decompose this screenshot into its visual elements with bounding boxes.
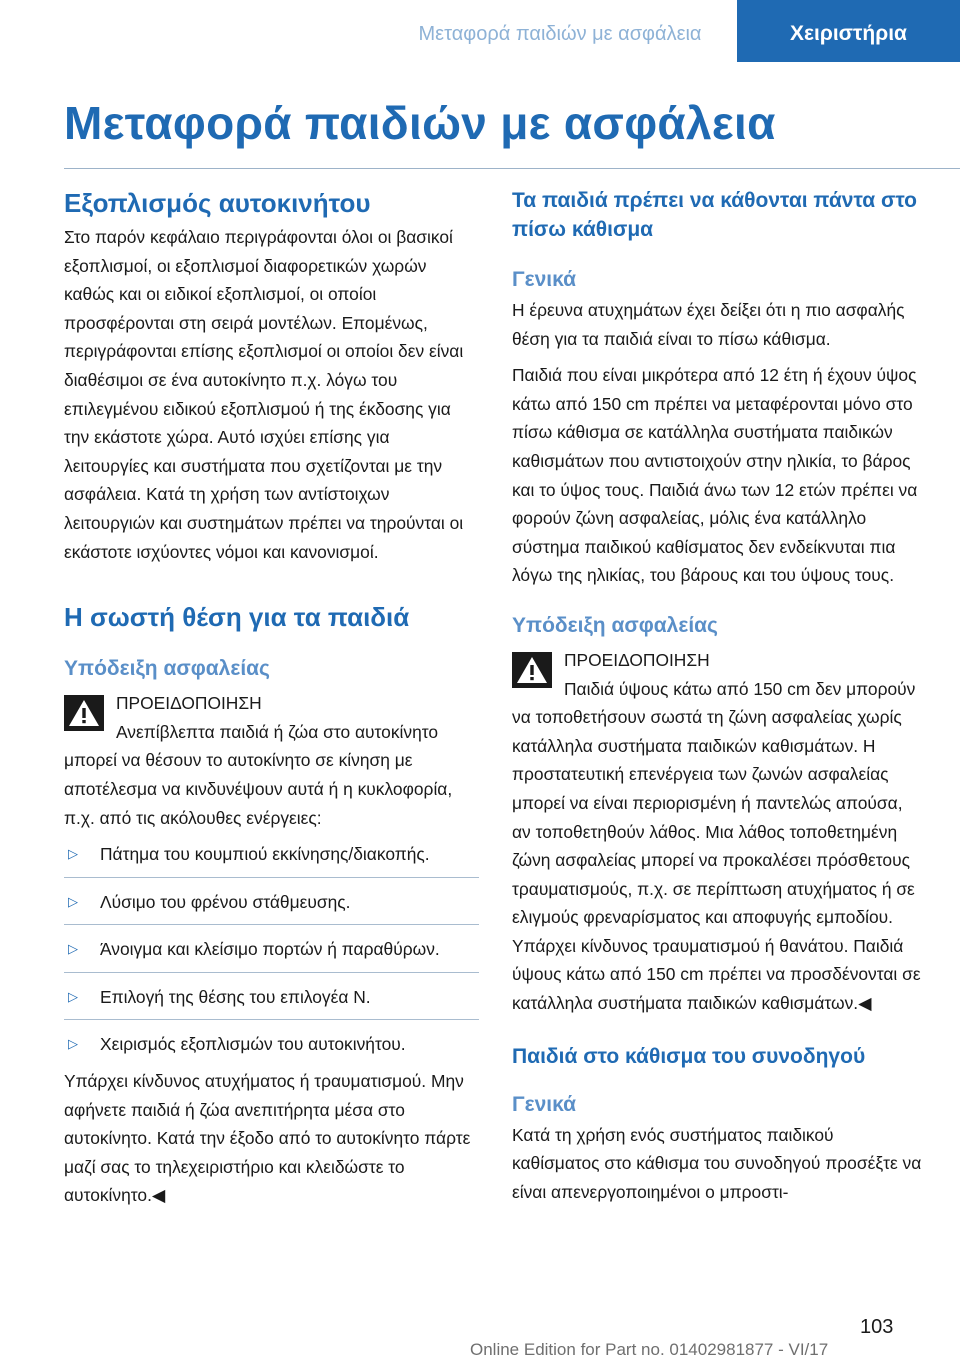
list-separator — [64, 877, 479, 878]
left-column — [64, 184, 479, 1210]
heading-passenger-seat: Παιδιά στο κάθισμα του συνοδηγού — [512, 1044, 866, 1068]
tab-active-section[interactable]: Χειριστήρια — [737, 0, 960, 62]
warning-label-right: ΠΡΟΕΙΔΟΠΟΙΗΣΗ — [564, 649, 710, 670]
passenger-text: Κατά τη χρήση ενός συστήματος παιδικού καθίσματος στο κάθισμα του συνοδηγού προσέξτε να είναι απενεργοποιημένοι ο μπροστι- — [512, 1124, 922, 1202]
general-paragraph-2: Παιδιά που είναι μικρότερα από 12 έτη ή έχουν ύψος κάτω από 150 cm πρέπει να μεταφέρονται μόνο στο πίσω κάθισμα σε κατάλληλα συστήματα παιδικών καθισμάτων που αντιστοιχούν στην ηλικία, το βάρος και το ύψος τους. Παιδιά άνω των 12 ετών πρέπει να φορούν ζώνη ασφαλείας, μόλις ένα κατάλληλο σύστημα παιδικού καθίσματος δεν ενδείκνυται πια λόγω της ηλικίας, του βάρους και του ύψους τους. — [512, 365, 918, 586]
breadcrumb[interactable]: Μεταφορά παιδιών με ασφάλεια — [418, 23, 702, 45]
general-paragraph-1: Η έρευνα ατυχημάτων έχει δείξει ότι η πιο ασφαλής θέση για τα παιδιά είναι το πίσω κάθισμα. — [512, 300, 905, 349]
heading-equipment: Εξοπλισμός αυτοκινήτου — [64, 188, 371, 218]
heading-correct-position: Η σωστή θέση για τα παιδιά — [64, 602, 410, 633]
edition-footer: Online Edition for Part no. 01402981877 - VI/17 — [470, 1340, 829, 1359]
warning-triangle-icon — [64, 695, 104, 731]
warning-label: ΠΡΟΕΙΔΟΠΟΙΗΣΗ — [116, 693, 262, 714]
page-number: 103 — [860, 1316, 894, 1338]
heading-general-2: Γενικά — [512, 1092, 577, 1116]
warning-text: Ανεπίβλεπτα παιδιά ή ζώα στο αυτοκίνητο μπορεί να θέσουν το αυτοκίνητο σε κίνηση με αποτέλεσμα να κινδυνέψουν αυτά ή η κυκλοφορία, π.χ. από τις ακόλουθες ενέργειες: — [64, 721, 453, 828]
heading-general: Γενικά — [512, 268, 577, 291]
warning-triangle-icon — [512, 652, 552, 688]
title-divider — [64, 168, 960, 169]
list-separator — [64, 924, 479, 925]
list-item: ▷ Πάτημα του κουμπιού εκκίνησης/διακοπής. — [64, 840, 479, 869]
warning-conclusion: Υπάρχει κίνδυνος ατυχήματος ή τραυματισμού. Μην αφήνετε παιδιά ή ζώα ανεπιτήρητα μέσα στο αυτοκίνητο. Κατά την έξοδο από το αυτοκίνητο πάρτε μαζί σας το τηλεχειριστήριο και κλειδώστε το αυτοκίνητο.◀ — [64, 1071, 471, 1206]
triangle-bullet-icon: ▷ — [68, 941, 78, 957]
list-item: ▷ Άνοιγμα και κλείσιμο πορτών ή παραθύρων. — [64, 935, 479, 964]
list-separator — [64, 972, 479, 973]
list-item: ▷ Λύσιμο του φρένου στάθμευσης. — [64, 888, 479, 917]
triangle-bullet-icon: ▷ — [68, 988, 78, 1004]
triangle-bullet-icon: ▷ — [68, 1036, 78, 1052]
warning-block-right — [512, 646, 924, 1018]
warning-block — [64, 689, 479, 832]
equipment-text: Στο παρόν κεφάλαιο περιγράφονται όλοι οι βασικοί εξοπλισμοί, οι εξοπλισμοί διαφορετικών χωρών καθώς και οι ειδικοί εξοπλισμοί, οι οποίοι προσφέρονται στη σειρά μοντέλων. Επομένως, περιγράφονται επίσης εξοπλισμοί οι οποίοι δεν είναι διαθέσιμοι σε ένα αυτοκίνητο π.χ. λόγω του επιλεγμένου ειδικού εξοπλισμού ή της έκδοσης για την εκάστοτε χώρα. Αυτό ισχύει επίσης για λειτουργίες και συστήματα που σχετίζονται με την ασφάλεια. Κατά τη χρήση των αντίστοιχων λειτουργιών και συστημάτων πρέπει να τηρούνται οι εκάστοτε ισχύοντες νόμοι και κανονισμοί. — [64, 227, 464, 562]
heading-safety-note-right: Υπόδειξη ασφαλείας — [512, 613, 718, 637]
triangle-bullet-icon: ▷ — [68, 846, 78, 862]
warning-text-right: Παιδιά ύψους κάτω από 150 cm δεν μπορούν να τοποθετήσουν σωστά τη ζώνη ασφαλείας χωρίς κατάλληλα συστήματα παιδικών καθισμάτων. Η προστατευτική επενέργεια των ζωνών ασφαλείας μπορεί να είναι περιορισμένη ή παντελώς απούσα, αν τοποθετηθούν λάθος. Μια λάθος τοποθετημένη ζώνη ασφαλείας μπορεί να προκαλέσει πρόσθετους τραυματισμούς, π.χ. σε περίπτωση ατυχήματος ή σε ελιγμούς φρεναρίσματος και αποφυγής εμποδίου. Υπάρχει κίνδυνος τραυματισμού ή θανάτου. Παιδιά ύψους κάτω από 150 cm πρέπει να προσδένονται σε κατάλληλα συστήματα παιδικών καθισμάτων.◀ — [512, 678, 921, 1014]
list-item: ▷ Επιλογή της θέσης του επιλογέα N. — [64, 983, 479, 1012]
page-header — [0, 0, 960, 62]
heading-rear-seat: Τα παιδιά πρέπει να κάθονται πάντα στο πίσω κάθισμα — [512, 189, 917, 241]
right-column — [512, 184, 924, 1206]
page-title: Μεταφορά παιδιών με ασφάλεια — [64, 97, 776, 149]
bullet-list — [64, 840, 479, 1059]
heading-safety-note: Υπόδειξη ασφαλείας — [64, 657, 270, 681]
triangle-bullet-icon: ▷ — [68, 893, 78, 909]
list-item: ▷ Χειρισμός εξοπλισμών του αυτοκινήτου. — [64, 1030, 479, 1059]
list-separator — [64, 1019, 479, 1020]
